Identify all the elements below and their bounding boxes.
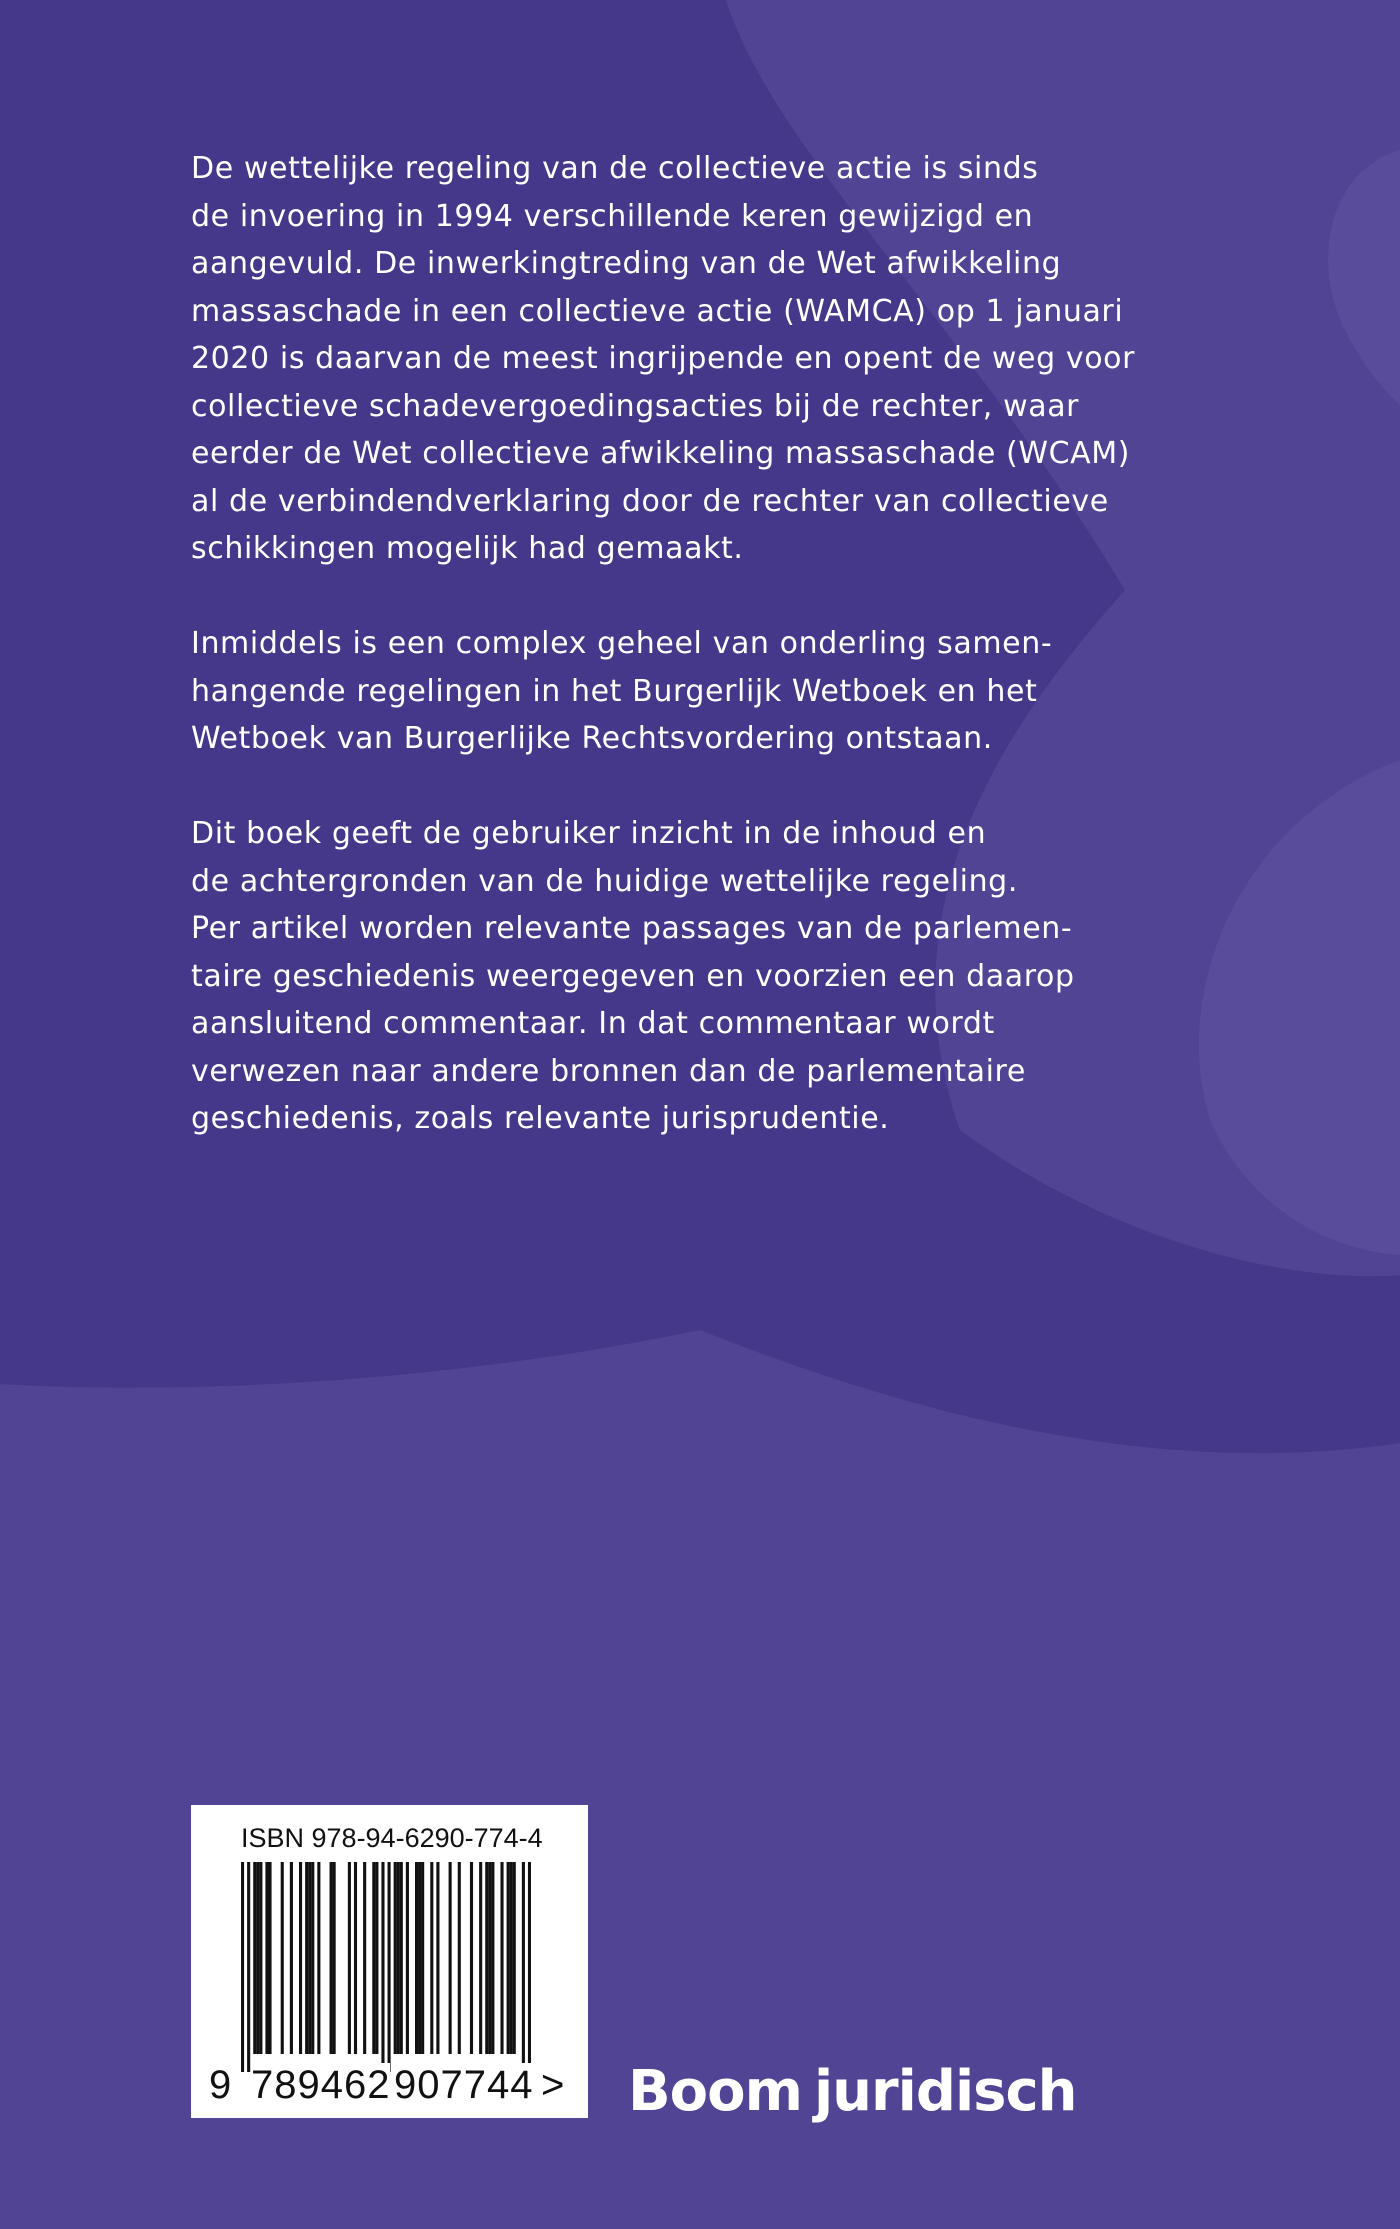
- barcode-bar: [299, 1862, 302, 2054]
- barcode-bar: [507, 1862, 510, 2054]
- barcode-bar: [268, 1862, 271, 2054]
- blurb-paragraph-2: [191, 620, 1191, 763]
- blurb-line: al de verbindendverklaring door de rechter van collectieve: [191, 483, 1109, 519]
- barcode-bar: [400, 1862, 403, 2054]
- blurb-line: hangende regelingen in het Burgerlijk Wetboek en het: [191, 673, 1038, 709]
- barcode-bar: [363, 1862, 366, 2054]
- barcode-bar: [311, 1862, 314, 2054]
- blurb-line: Inmiddels is een complex geheel van onderling samen-: [191, 626, 1053, 661]
- blurb-line: eerder de Wet collectieve afwikkeling massaschade (WCAM): [191, 436, 1131, 471]
- barcode-bar: [259, 1862, 262, 2054]
- barcode-bar: [485, 1862, 488, 2054]
- blurb-line: De wettelijke regeling van de collectieve actie is sinds: [191, 151, 1039, 186]
- barcode-bar: [421, 1862, 424, 2054]
- publisher-name-part2: juridisch: [813, 2059, 1077, 2124]
- blurb-line: Wetboek van Burgerlijke Rechtsvordering ontstaan.: [191, 721, 993, 756]
- blurb-paragraph-3: [191, 810, 1191, 1143]
- barcode-bar: [458, 1862, 461, 2054]
- barcode-digits-right: 907744: [394, 2063, 534, 2107]
- barcode-bar: [281, 1862, 284, 2054]
- barcode-bar: [449, 1862, 452, 2054]
- barcode-digit-first: 9: [209, 2063, 232, 2107]
- barcode-guard-bar: [528, 1862, 531, 2072]
- barcode-bars: [241, 1862, 531, 2072]
- barcode-bar: [354, 1862, 357, 2054]
- barcode-bar: [308, 1862, 311, 2054]
- blurb-line: collectieve schadevergoedingsacties bij de rechter, waar: [191, 388, 1080, 424]
- barcode-bar: [305, 1862, 308, 2054]
- barcode-bar: [500, 1862, 503, 2054]
- barcode-bar: [397, 1862, 400, 2054]
- blurb-line: 2020 is daarvan de meest ingrijpende en opent de weg voor: [191, 341, 1136, 376]
- barcode-bar: [330, 1862, 333, 2054]
- barcode-bar: [290, 1862, 293, 2054]
- barcode-guard-bar: [241, 1862, 244, 2072]
- barcode-bar: [372, 1862, 375, 2054]
- blurb-line: Per artikel worden relevante passages van de parlemen-: [191, 911, 1073, 946]
- barcode-bar: [418, 1862, 421, 2054]
- barcode-bar: [256, 1862, 259, 2054]
- barcode-bar: [510, 1862, 513, 2054]
- barcode-bar: [491, 1862, 494, 2054]
- isbn-label: ISBN 978-94-6290-774-4: [241, 1823, 543, 1853]
- barcode-guard-bar: [381, 1862, 384, 2072]
- barcode-guard-bar: [522, 1862, 525, 2072]
- barcode-bar: [430, 1862, 433, 2054]
- barcode-bar: [348, 1862, 351, 2054]
- barcode-bar: [406, 1862, 409, 2054]
- barcode-bar: [415, 1862, 418, 2054]
- blurb-line: Dit boek geeft de gebruiker inzicht in de inhoud en: [191, 816, 987, 851]
- barcode-bar: [436, 1862, 439, 2054]
- barcode-arrow: >: [541, 2063, 565, 2107]
- barcode-bar: [253, 1862, 256, 2054]
- publisher-logo: [628, 2059, 1077, 2124]
- barcode-bar: [470, 1862, 473, 2054]
- barcode-bar: [394, 1862, 397, 2054]
- barcode-bar: [513, 1862, 516, 2054]
- blurb-line: de invoering in 1994 verschillende keren gewijzigd en: [191, 198, 1034, 234]
- barcode-bar: [333, 1862, 336, 2054]
- barcode-bar: [265, 1862, 268, 2054]
- barcode-digits: [191, 2063, 588, 2113]
- blurb-text: [191, 145, 1191, 1190]
- barcode-guard-bar: [247, 1862, 250, 2072]
- barcode-bar: [488, 1862, 491, 2054]
- barcode-guard-bar: [388, 1862, 391, 2072]
- barcode-digits-left: 789462: [251, 2063, 391, 2107]
- isbn-barcode: [191, 1805, 588, 2118]
- blurb-line: taire geschiedenis weergegeven en voorzien een daarop: [191, 958, 1075, 994]
- barcode-bar: [317, 1862, 320, 2054]
- blurb-line: verwezen naar andere bronnen dan de parlementaire: [191, 1053, 1026, 1089]
- blurb-line: geschiedenis, zoals relevante jurisprudentie.: [191, 1101, 890, 1136]
- blurb-line: schikkingen mogelijk had gemaakt.: [191, 531, 744, 566]
- blurb-line: aansluitend commentaar. In dat commentaar wordt: [191, 1006, 995, 1041]
- barcode-bar: [479, 1862, 482, 2054]
- blurb-line: massaschade in een collectieve actie (WAMCA) op 1 januari: [191, 293, 1124, 329]
- blurb-line: aangevuld. De inwerkingtreding van de Wet afwikkeling: [191, 246, 1062, 281]
- blurb-paragraph-1: [191, 145, 1191, 573]
- blurb-line: de achtergronden van de huidige wettelijke regeling.: [191, 863, 1018, 899]
- barcode-bar: [375, 1862, 378, 2054]
- publisher-name-part1: Boom: [628, 2059, 802, 2124]
